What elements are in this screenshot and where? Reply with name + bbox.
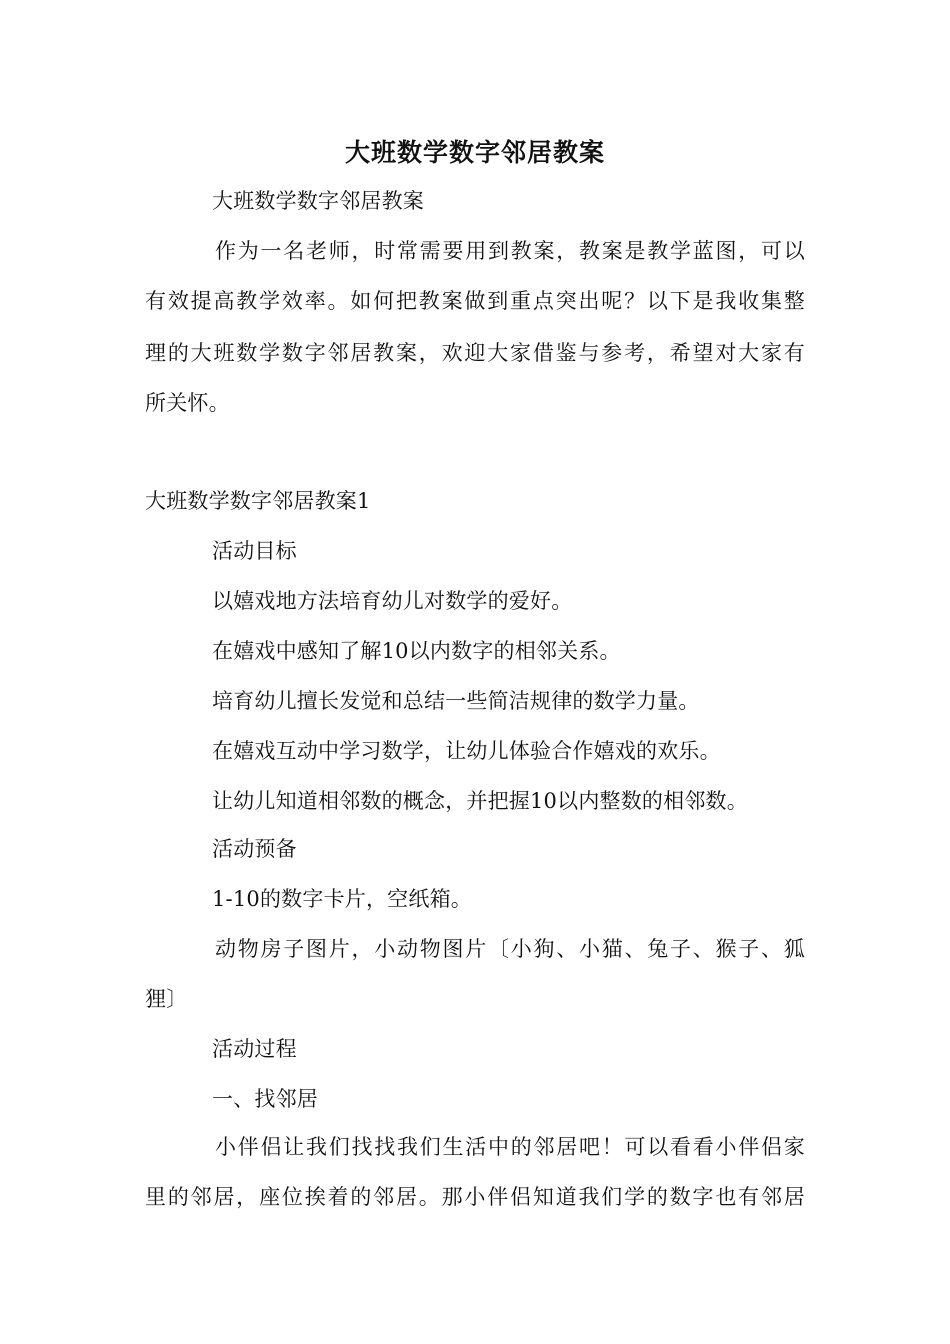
intro-paragraph-line: 作为一名老师，时常需要用到教案，教案是教学蓝图，可以 xyxy=(215,239,805,263)
intro-paragraph-line: 所关怀。 xyxy=(145,391,230,415)
goal-item: 让幼儿知道相邻数的概念，并把握10以内整数的相邻数。 xyxy=(212,789,748,813)
section-heading: 大班数学数字邻居教案1 xyxy=(145,489,371,513)
goal-item: 在嬉戏中感知了解10以内数字的相邻关系。 xyxy=(212,639,621,663)
step-heading: 一、找邻居 xyxy=(212,1087,318,1111)
document-subtitle: 大班数学数字邻居教案 xyxy=(212,189,424,213)
goal-item: 培育幼儿擅长发觉和总结一些简洁规律的数学力量。 xyxy=(212,689,700,713)
prep-heading: 活动预备 xyxy=(212,837,297,861)
intro-paragraph-line: 理的大班数学数字邻居教案，欢迎大家借鉴与参考，希望对大家有 xyxy=(145,341,805,365)
step-text-line: 小伴侣让我们找找我们生活中的邻居吧！可以看看小伴侣家 xyxy=(215,1135,805,1159)
process-heading: 活动过程 xyxy=(212,1037,297,1061)
goal-item: 在嬉戏互动中学习数学，让幼儿体验合作嬉戏的欢乐。 xyxy=(212,739,721,763)
goal-item: 以嬉戏地方法培育幼儿对数学的爱好。 xyxy=(212,589,573,613)
document-title: 大班数学数字邻居教案 xyxy=(344,138,605,167)
prep-item: 狸〕 xyxy=(145,987,188,1011)
prep-item: 动物房子图片，小动物图片〔小狗、小猫、兔子、猴子、狐 xyxy=(215,937,805,961)
step-text-line: 里的邻居，座位挨着的邻居。那小伴侣知道我们学的数字也有邻居 xyxy=(145,1185,805,1209)
intro-paragraph-line: 有效提高教学效率。如何把教案做到重点突出呢？以下是我收集整 xyxy=(145,289,805,313)
goals-heading: 活动目标 xyxy=(212,539,297,563)
prep-item: 1-10的数字卡片，空纸箱。 xyxy=(212,887,472,911)
